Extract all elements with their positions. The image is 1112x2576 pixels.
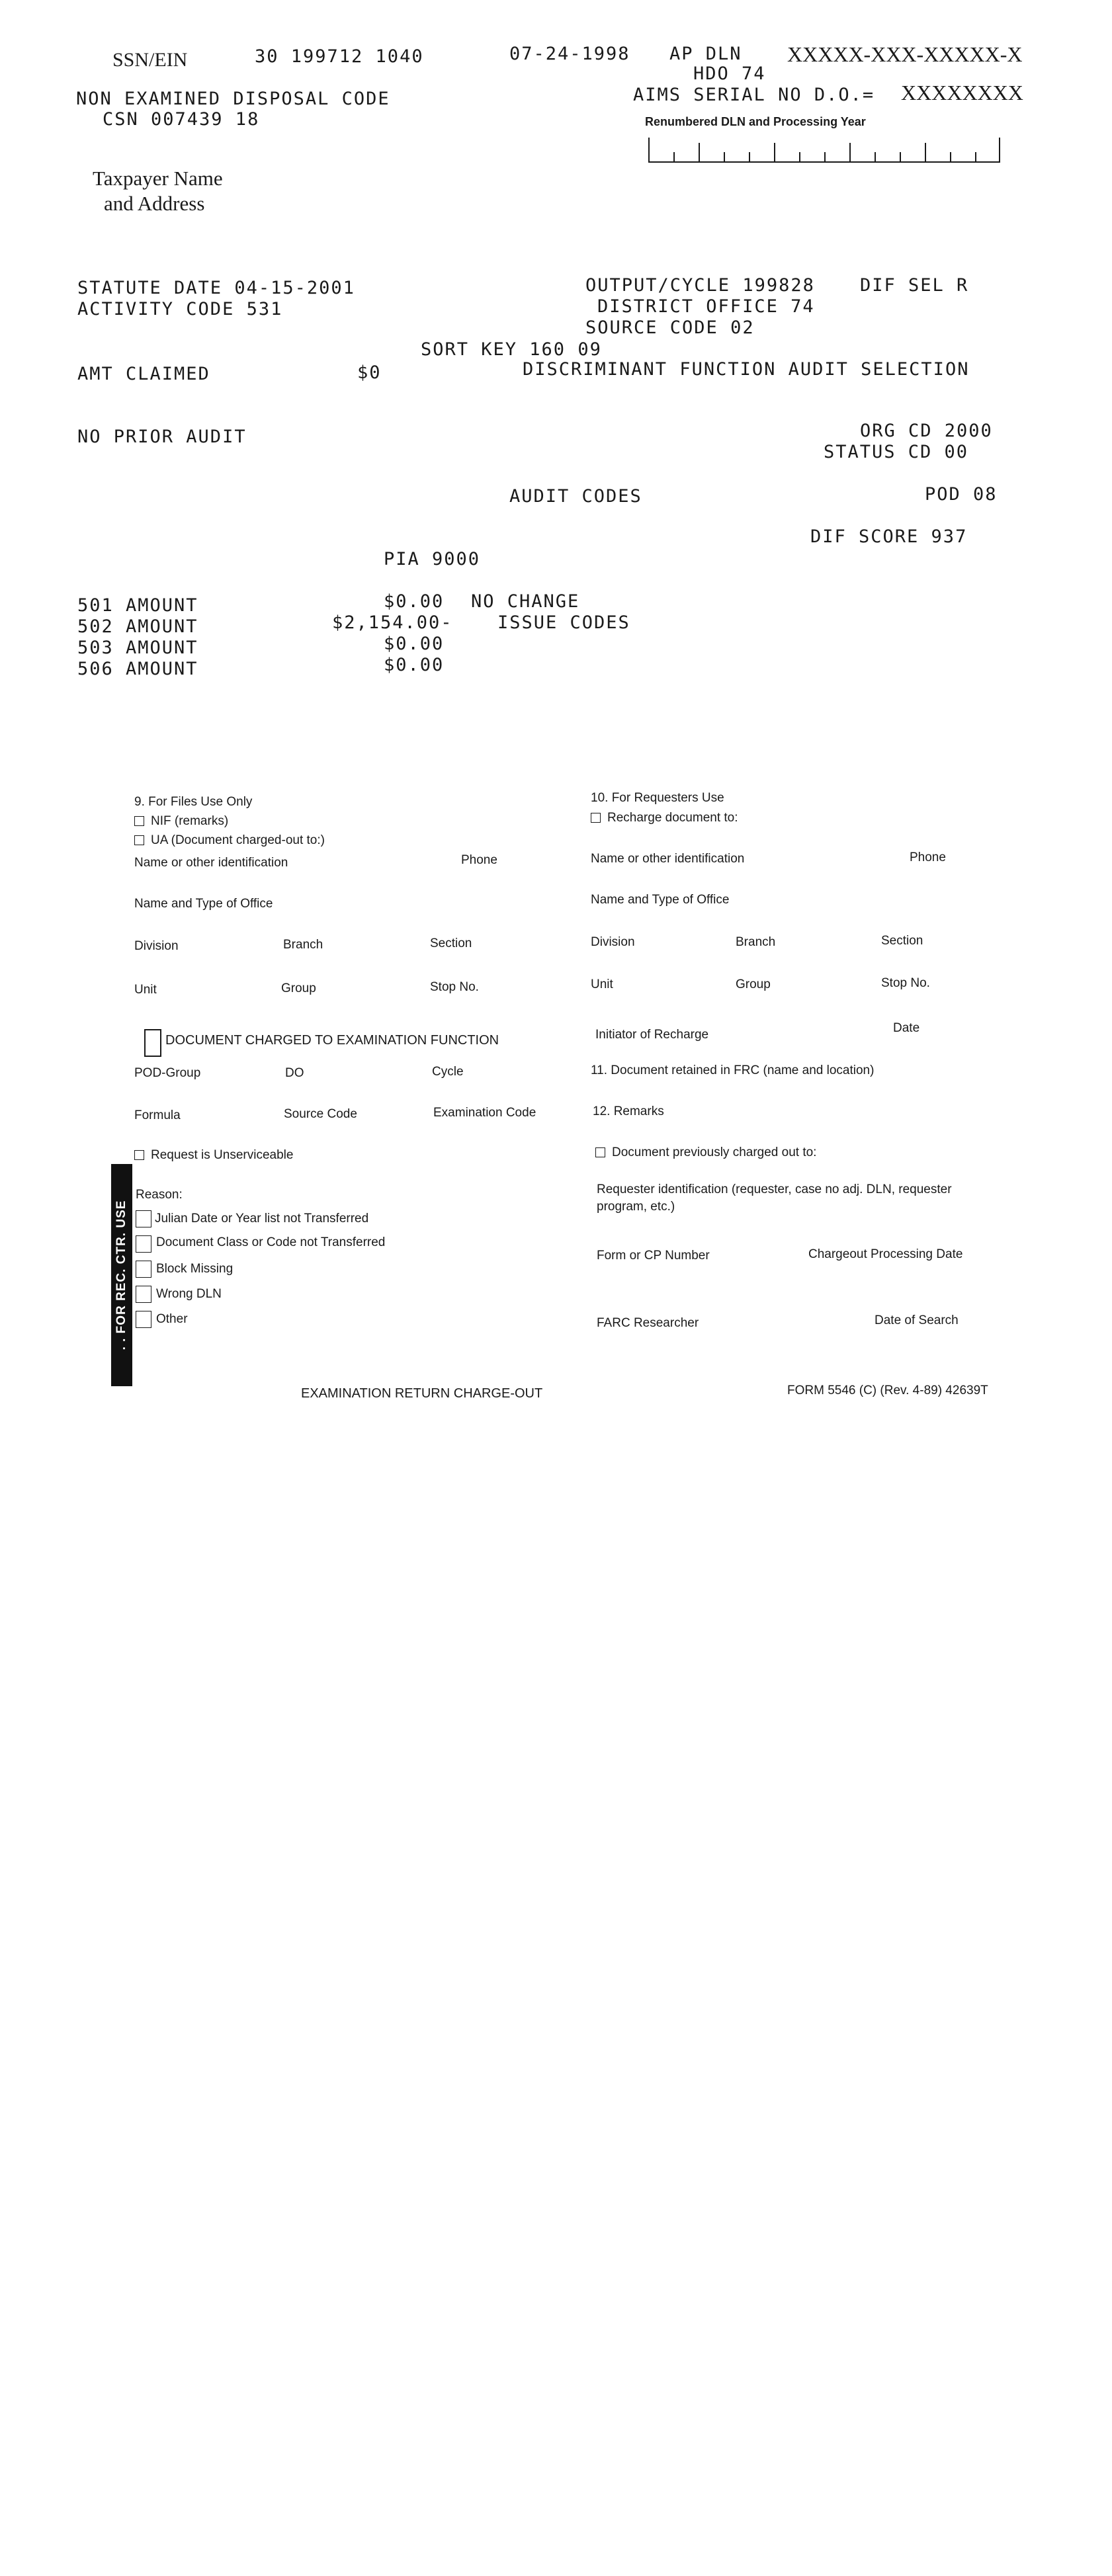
amount-code-501: 501 AMOUNT — [77, 595, 198, 616]
dfas-heading: DISCRIMINANT FUNCTION AUDIT SELECTION — [523, 359, 970, 380]
dif-score: DIF SCORE 937 — [810, 526, 968, 547]
office-right-label: Name and Type of Office — [591, 893, 730, 907]
pia-code: PIA 9000 — [384, 549, 481, 569]
remarks-label: 12. Remarks — [593, 1104, 664, 1118]
branch-left-label: Branch — [283, 938, 323, 952]
office-left-label: Name and Type of Office — [134, 897, 273, 911]
division-left-label: Division — [134, 939, 179, 953]
name-id-right-label: Name or other identification — [591, 852, 745, 866]
ua-checkbox[interactable] — [134, 835, 144, 845]
unserviceable-label: Request is Unserviceable — [151, 1148, 294, 1162]
exam-code-label: Examination Code — [433, 1106, 536, 1120]
doc-charged-checkbox[interactable] — [144, 1029, 161, 1057]
reason-wrong-dln-label: Wrong DLN — [156, 1287, 222, 1301]
ssn-ein-value: 30 199712 1040 — [255, 46, 424, 67]
reason-block-missing-label: Block Missing — [156, 1262, 234, 1276]
nif-checkbox[interactable] — [134, 816, 144, 826]
reason-label: Reason: — [136, 1188, 183, 1202]
chargeout-date-label: Chargeout Processing Date — [808, 1247, 963, 1261]
non-examined-disposal-code: NON EXAMINED DISPOSAL CODE — [76, 89, 390, 109]
rec-ctr-use-label: . . FOR REC. CTR. USE — [114, 1200, 128, 1350]
amount-code-503: 503 AMOUNT — [77, 638, 198, 658]
recharge-checkbox[interactable] — [591, 813, 601, 823]
statute-date: STATUTE DATE 04-15-2001 — [77, 278, 355, 298]
reason-block-missing-checkbox[interactable] — [136, 1261, 151, 1278]
reason-doc-class-label: Document Class or Code not Transferred — [156, 1235, 386, 1249]
no-prior-audit: NO PRIOR AUDIT — [77, 427, 247, 447]
taxpayer-label-1: Taxpayer Name — [93, 167, 223, 190]
recharge-option[interactable] — [591, 811, 738, 825]
footer-title: EXAMINATION RETURN CHARGE-OUT — [301, 1386, 543, 1401]
sort-key: SORT KEY 160 09 — [421, 339, 602, 360]
unserviceable-option[interactable] — [134, 1148, 293, 1163]
stop-left-label: Stop No. — [430, 980, 479, 994]
amt-claimed-value: $0 — [357, 362, 382, 383]
form-cp-label: Form or CP Number — [597, 1249, 710, 1263]
nif-label: NIF (remarks) — [151, 814, 229, 828]
reason-other-checkbox[interactable] — [136, 1311, 151, 1328]
section-left-label: Section — [430, 936, 472, 950]
no-change-label: NO CHANGE — [471, 591, 580, 612]
farc-researcher-label: FARC Researcher — [597, 1316, 699, 1330]
phone-right-label: Phone — [910, 851, 946, 864]
renumbered-dln-boxes[interactable] — [648, 135, 1000, 163]
division-right-label: Division — [591, 935, 635, 949]
csn-number: CSN 007439 18 — [103, 109, 260, 130]
rec-ctr-use-bar — [111, 1164, 132, 1386]
requester-id-label-2: program, etc.) — [597, 1200, 675, 1214]
recharge-label: Recharge document to: — [607, 811, 738, 825]
status-cd: STATUS CD 00 — [824, 442, 969, 462]
requester-id-label-1: Requester identification (requester, case no adj. DLN, requester — [597, 1183, 952, 1196]
date-right-label: Date — [893, 1021, 920, 1035]
doc-charged-label: DOCUMENT CHARGED TO EXAMINATION FUNCTION — [165, 1033, 499, 1048]
document-date: 07-24-1998 — [509, 44, 630, 64]
hdo-code: HDO 74 — [693, 63, 766, 84]
taxpayer-label-2: and Address — [104, 192, 205, 215]
issue-codes-label: ISSUE CODES — [497, 612, 630, 633]
reason-other-label: Other — [156, 1312, 188, 1326]
files-use-heading: 9. For Files Use Only — [134, 795, 253, 809]
reason-julian-label: Julian Date or Year list not Transferred — [155, 1212, 369, 1226]
org-cd: ORG CD 2000 — [860, 421, 993, 441]
amount-value-506: $0.00 — [384, 655, 445, 675]
amount-code-502: 502 AMOUNT — [77, 616, 198, 637]
activity-code: ACTIVITY CODE 531 — [77, 299, 283, 319]
unserviceable-checkbox[interactable] — [134, 1150, 144, 1160]
output-cycle: OUTPUT/CYCLE 199828 — [585, 275, 815, 296]
reason-wrong-dln-checkbox[interactable] — [136, 1286, 151, 1303]
requesters-use-heading: 10. For Requesters Use — [591, 791, 724, 805]
unit-left-label: Unit — [134, 983, 157, 997]
prev-charged-label: Document previously charged out to: — [612, 1145, 817, 1159]
amount-value-501: $0.00 — [384, 591, 445, 612]
ssn-ein-label: SSN/EIN — [112, 49, 188, 71]
prev-charged-option[interactable] — [595, 1145, 816, 1160]
phone-left-label: Phone — [461, 853, 497, 867]
ap-dln-label: AP DLN — [669, 44, 742, 64]
renumbered-dln-label: Renumbered DLN and Processing Year — [645, 115, 866, 128]
source-code-label: Source Code — [284, 1107, 357, 1121]
audit-codes-heading: AUDIT CODES — [509, 486, 642, 507]
ua-option[interactable] — [134, 833, 325, 848]
nif-option[interactable] — [134, 814, 228, 829]
initiator-label: Initiator of Recharge — [595, 1028, 709, 1042]
source-code: SOURCE CODE 02 — [585, 317, 755, 338]
ua-label: UA (Document charged-out to:) — [151, 833, 325, 847]
aims-serial-value: XXXXXXXX — [901, 81, 1023, 104]
section-right-label: Section — [881, 934, 923, 948]
aims-serial-label: AIMS SERIAL NO D.O.= — [633, 85, 875, 105]
prev-charged-checkbox[interactable] — [595, 1147, 605, 1157]
amount-value-503: $0.00 — [384, 634, 445, 654]
retained-label: 11. Document retained in FRC (name and location) — [591, 1063, 875, 1077]
reason-doc-class-checkbox[interactable] — [136, 1235, 151, 1253]
dif-sel: DIF SEL R — [860, 275, 969, 296]
name-id-left-label: Name or other identification — [134, 856, 288, 870]
do-label: DO — [285, 1066, 304, 1080]
branch-right-label: Branch — [736, 935, 776, 949]
group-left-label: Group — [281, 981, 316, 995]
district-office: DISTRICT OFFICE 74 — [597, 296, 815, 317]
amount-value-502: $2,154.00- — [332, 612, 453, 633]
pod-group-label: POD-Group — [134, 1066, 201, 1080]
footer-form-number: FORM 5546 (C) (Rev. 4-89) 42639T — [787, 1384, 988, 1397]
formula-label: Formula — [134, 1108, 181, 1122]
ap-dln-value: XXXXX-XXX-XXXXX-X — [787, 42, 1023, 66]
reason-julian-checkbox[interactable] — [136, 1210, 151, 1227]
stop-right-label: Stop No. — [881, 976, 930, 990]
date-of-search-label: Date of Search — [875, 1313, 959, 1327]
pod-code: POD 08 — [925, 484, 998, 505]
cycle-label: Cycle — [432, 1065, 464, 1079]
amount-code-506: 506 AMOUNT — [77, 659, 198, 679]
unit-right-label: Unit — [591, 977, 613, 991]
group-right-label: Group — [736, 977, 771, 991]
amt-claimed-label: AMT CLAIMED — [77, 364, 210, 384]
